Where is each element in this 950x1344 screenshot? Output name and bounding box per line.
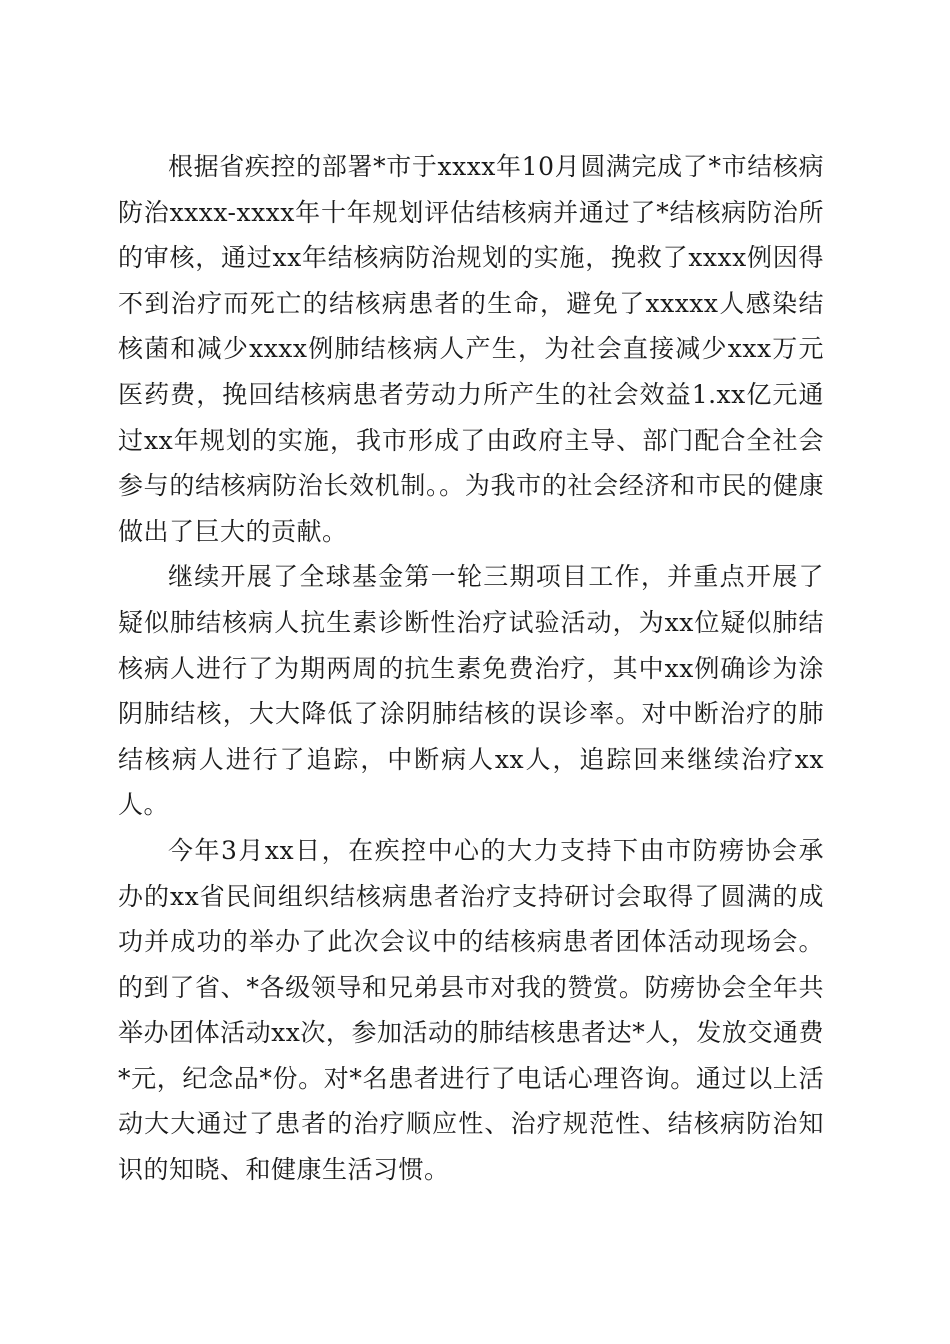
paragraph-evaluation: 根据省疾控的部署*市于xxxx年10月圆满完成了*市结核病防治xxxx-xxxx年十年规划评估结核病并通过了*结核病防治所的审核，通过xx年结核病防治规划的实施，挽救了xxxx例因得不到治疗而死亡的结核病患者的生命，避免了xxxxx人感染结核菌和减少xxxx例肺结核病人产生，为社会直接减少xxx万元医药费，挽回结核病患者劳动力所产生的社会效益1.xx亿元通过xx年规划的实施，我市形成了由政府主导、部门配合全社会参与的结核病防治长效机制。。为我市的社会经济和市民的健康做出了巨大的贡献。 [118,152,824,546]
paragraph-seminar: 今年3月xx日，在疾控中心的大力支持下由市防痨协会承办的xx省民间组织结核病患者治疗支持研讨会取得了圆满的成功并成功的举办了此次会议中的结核病患者团体活动现场会。的到了省、*各级领导和兄弟县市对我的赞赏。防痨协会全年共举办团体活动xx次，参加活动的肺结核患者达*人，发放交通费*元，纪念品*份。对*名患者进行了电话心理咨询。通过以上活动大大通过了患者的治疗顺应性、治疗规范性、结核病防治知识的知晓、和健康生活习惯。 [118,835,824,1185]
paragraph-global-fund: 继续开展了全球基金第一轮三期项目工作，并重点开展了疑似肺结核病人抗生素诊断性治疗试验活动，为xx位疑似肺结核病人进行了为期两周的抗生素免费治疗，其中xx例确诊为涂阴肺结核，大大降低了涂阴肺结核的误诊率。对中断治疗的肺结核病人进行了追踪，中断病人xx人，追踪回来继续治疗xx人。 [118,562,824,820]
document-body [118,144,824,1193]
